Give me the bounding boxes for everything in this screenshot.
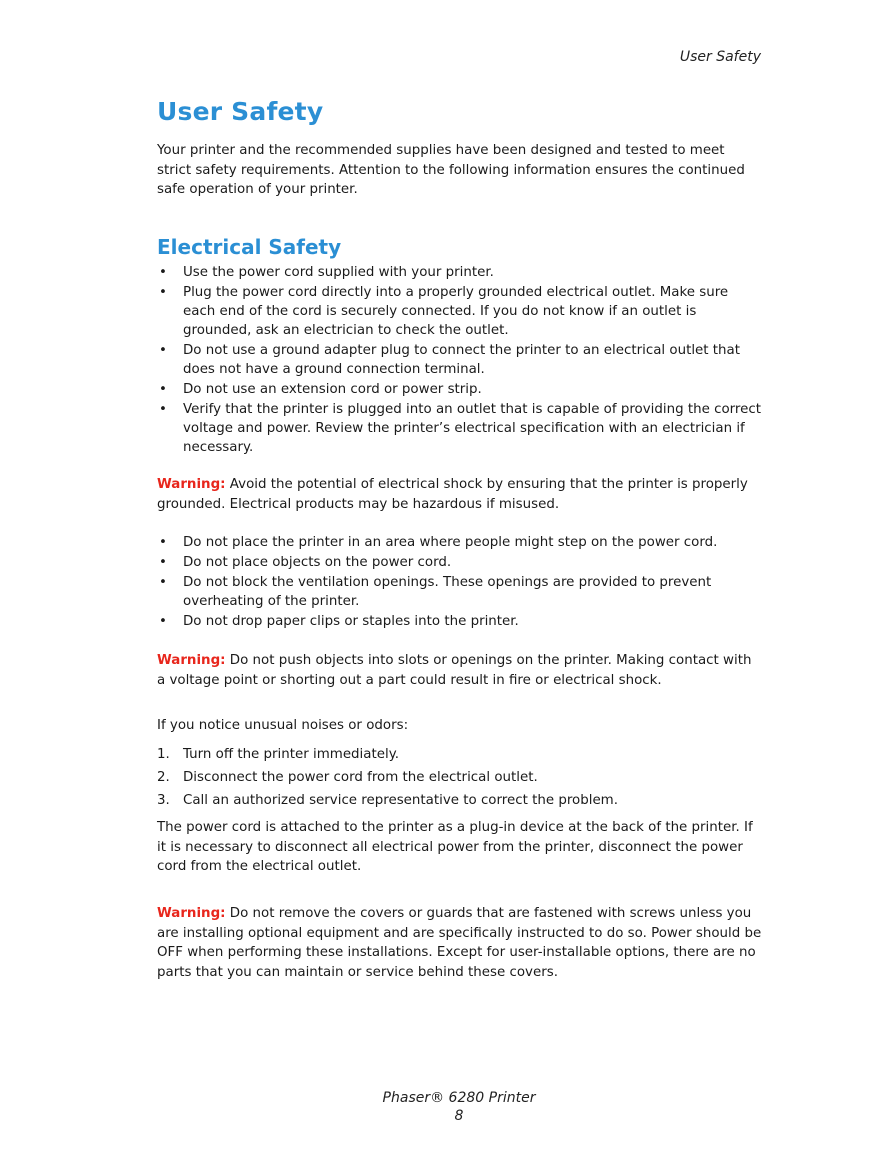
list-item — [157, 283, 762, 340]
warning-label: Warning: — [157, 906, 226, 921]
step-text: Disconnect the power cord from the electrical outlet. — [183, 770, 538, 785]
list-item — [157, 612, 762, 631]
list-item-text: Plug the power cord directly into a properly grounded electrical outlet. Make sure each end of the cord is securely connected. If you do not know if an outlet is grounded, ask an electrician to check the outlet. — [183, 285, 729, 338]
bullet-icon: • — [159, 535, 167, 550]
bullet-icon: • — [159, 343, 167, 358]
list-item-text: Use the power cord supplied with your printer. — [183, 265, 494, 280]
electrical-bullet-list-1 — [157, 263, 762, 458]
list-item — [157, 380, 762, 399]
step-number: 1. — [157, 747, 170, 762]
list-item-text: Do not use a ground adapter plug to connect the printer to an electrical outlet that does not have a ground connection terminal. — [183, 343, 740, 377]
warning-label: Warning: — [157, 477, 226, 492]
list-item — [157, 573, 762, 611]
list-item — [157, 263, 762, 282]
page-footer — [0, 1089, 893, 1125]
list-item-text: Do not block the ventilation openings. These openings are provided to prevent overheating of the printer. — [183, 575, 712, 609]
warning-label: Warning: — [157, 653, 226, 668]
list-item — [157, 341, 762, 379]
warning-text: Do not remove the covers or guards that are fastened with screws unless you are installing optional equipment and are specifically instructed to do so. Power should be OFF when performing these installations. Except for user-installable options, there are no parts that you can maintain or service behind these covers. — [157, 906, 762, 980]
step-text: Turn off the printer immediately. — [183, 747, 399, 762]
list-item — [157, 768, 762, 787]
list-item-text: Do not place the printer in an area where people might step on the power cord. — [183, 535, 718, 550]
page-number: 8 — [454, 1108, 464, 1124]
steps-list — [157, 745, 762, 814]
list-item-text: Verify that the printer is plugged into an outlet that is capable of providing the correct voltage and power. Review the printer’s electrical specification with an electrician if necessary. — [183, 402, 761, 455]
warning-paragraph-3 — [157, 904, 762, 982]
list-item — [157, 791, 762, 810]
step-number: 2. — [157, 770, 170, 785]
electrical-bullet-list-2 — [157, 533, 762, 632]
page-title: User Safety — [157, 97, 324, 126]
warning-text: Avoid the potential of electrical shock by ensuring that the printer is properly grounded. Electrical products may be hazardous if misused. — [157, 477, 748, 512]
footer-product-name: Phaser® 6280 Printer — [382, 1090, 536, 1106]
list-item-text: Do not drop paper clips or staples into the printer. — [183, 614, 519, 629]
step-text: Call an authorized service representative to correct the problem. — [183, 793, 618, 808]
running-header: User Safety — [679, 49, 761, 65]
noises-intro: If you notice unusual noises or odors: — [157, 718, 409, 733]
bullet-icon: • — [159, 555, 167, 570]
list-item — [157, 400, 762, 457]
intro-paragraph: Your printer and the recommended supplies have been designed and tested to meet strict safety requirements. Attention to the following information ensures the continued safe operation of your printer. — [157, 143, 745, 197]
warning-paragraph-2 — [157, 651, 762, 690]
list-item — [157, 745, 762, 764]
bullet-icon: • — [159, 402, 167, 417]
list-item — [157, 553, 762, 572]
bullet-icon: • — [159, 575, 167, 590]
warning-paragraph-1 — [157, 475, 762, 514]
list-item — [157, 533, 762, 552]
bullet-icon: • — [159, 285, 167, 300]
bullet-icon: • — [159, 382, 167, 397]
section-heading-electrical-safety: Electrical Safety — [157, 235, 342, 259]
bullet-icon: • — [159, 265, 167, 280]
list-item-text: Do not use an extension cord or power strip. — [183, 382, 482, 397]
bullet-icon: • — [159, 614, 167, 629]
step-number: 3. — [157, 793, 170, 808]
warning-text: Do not push objects into slots or openings on the printer. Making contact with a voltage point or shorting out a part could result in fire or electrical shock. — [157, 653, 752, 688]
list-item-text: Do not place objects on the power cord. — [183, 555, 452, 570]
power-cord-note: The power cord is attached to the printer as a plug-in device at the back of the printer. If it is necessary to disconnect all electrical power from the printer, disconnect the power cord from the electrical outlet. — [157, 820, 753, 874]
